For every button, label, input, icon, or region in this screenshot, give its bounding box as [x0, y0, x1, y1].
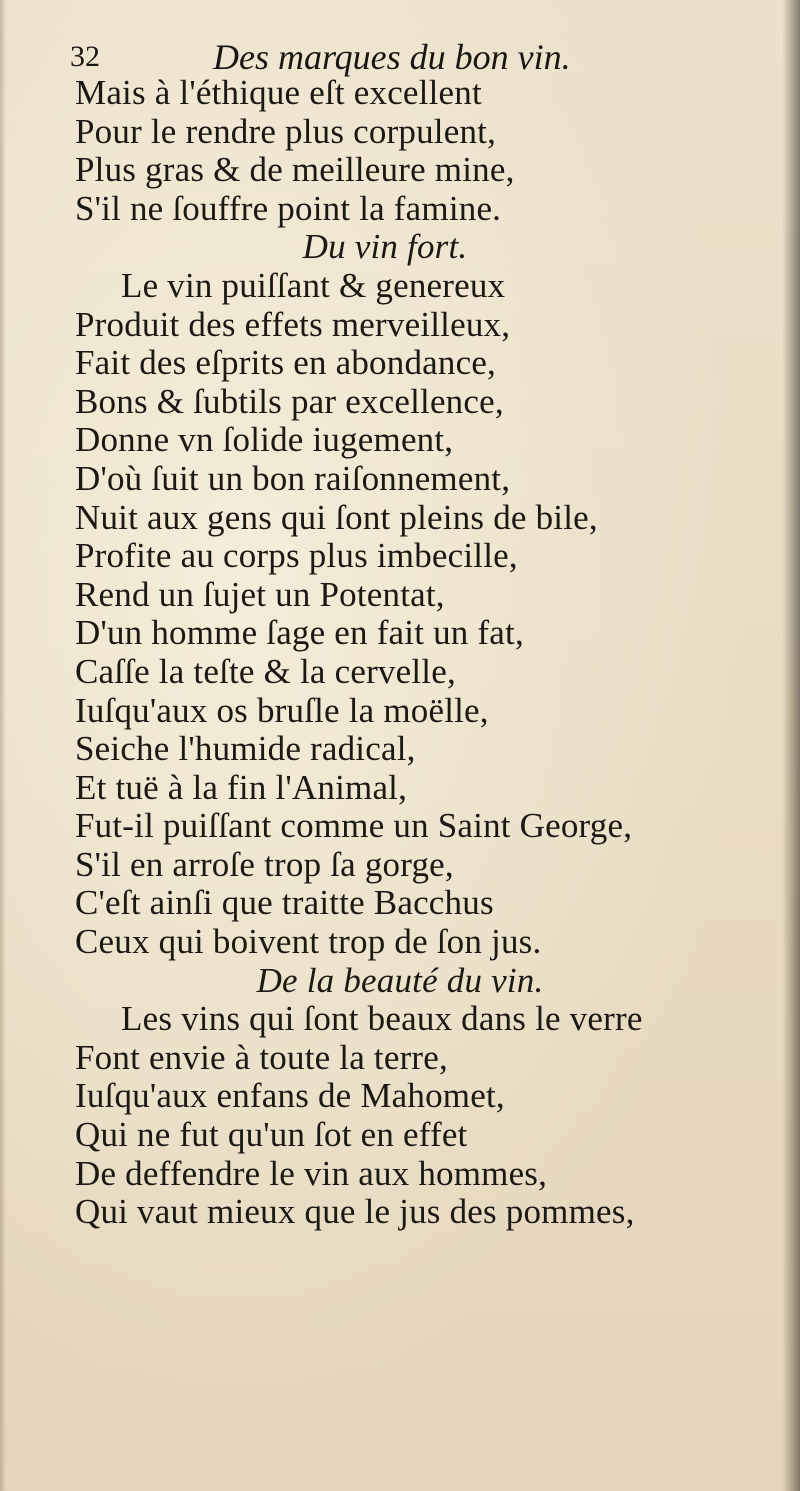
page-edge-shadow	[0, 0, 6, 1491]
verse-line: Bons & ſubtils par excellence,	[75, 381, 504, 421]
verse-line: Profite au corps plus imbecille,	[75, 536, 518, 576]
verse-line: S'il ne ſouffre point la famine.	[75, 188, 502, 228]
running-title: Des marques du bon vin.	[213, 37, 571, 77]
section-heading: Du vin fort.	[302, 227, 468, 267]
verse-line: Rend un ſujet un Potentat,	[75, 574, 445, 614]
verse-line: Qui vaut mieux que le jus des pommes,	[75, 1192, 635, 1232]
verse-line: Mais à l'éthique eſt excellent	[75, 73, 482, 112]
verse-line: Font envie à toute la terre,	[75, 1037, 448, 1077]
verse-line: Nuit aux gens qui ſont pleins de bile,	[75, 497, 598, 537]
page-number: 32	[70, 40, 100, 73]
verse-line: Donne vn ſolide iugement,	[75, 420, 454, 460]
verse-line: Et tuë à la fin l'Animal,	[75, 767, 408, 807]
verse-line: Seiche l'humide radical,	[75, 729, 416, 769]
verse-line: Plus gras & de meilleure mine,	[75, 150, 515, 190]
section-heading: De la beauté du vin.	[256, 960, 544, 1000]
verse-line: Fait des eſprits en abondance,	[75, 343, 497, 383]
verse-line: Iuſqu'aux os bruſle la moëlle,	[75, 690, 489, 730]
verse-line: Le vin puiſſant & genereux	[121, 265, 506, 305]
verse-line: Iuſqu'aux enfans de Mahomet,	[75, 1076, 505, 1116]
verse-line: D'un homme ſage en fait un fat,	[75, 613, 524, 653]
verse-line: Qui ne fut qu'un ſot en effet	[75, 1115, 468, 1155]
verse-line: Caſſe la teſte & la cervelle,	[75, 651, 456, 691]
verse-line: Produit des effets merveilleux,	[75, 304, 511, 344]
verse-line: Ceux qui boivent trop de ſon jus.	[75, 922, 542, 962]
verse-line: C'eſt ainſi que traitte Bacchus	[75, 883, 494, 923]
verse-line: Fut-il puiſſant comme un Saint George,	[75, 806, 633, 846]
verse-line: D'où ſuit un bon raiſonnement,	[75, 458, 511, 498]
verse-line: De deffendre le vin aux hommes,	[75, 1153, 548, 1193]
poem-text	[75, 74, 790, 1232]
verse-line: Pour le rendre plus corpulent,	[75, 111, 497, 151]
verse-line: S'il en arroſe trop ſa gorge,	[75, 844, 454, 884]
verse-line: Les vins qui ſont beaux dans le verre	[121, 999, 643, 1039]
